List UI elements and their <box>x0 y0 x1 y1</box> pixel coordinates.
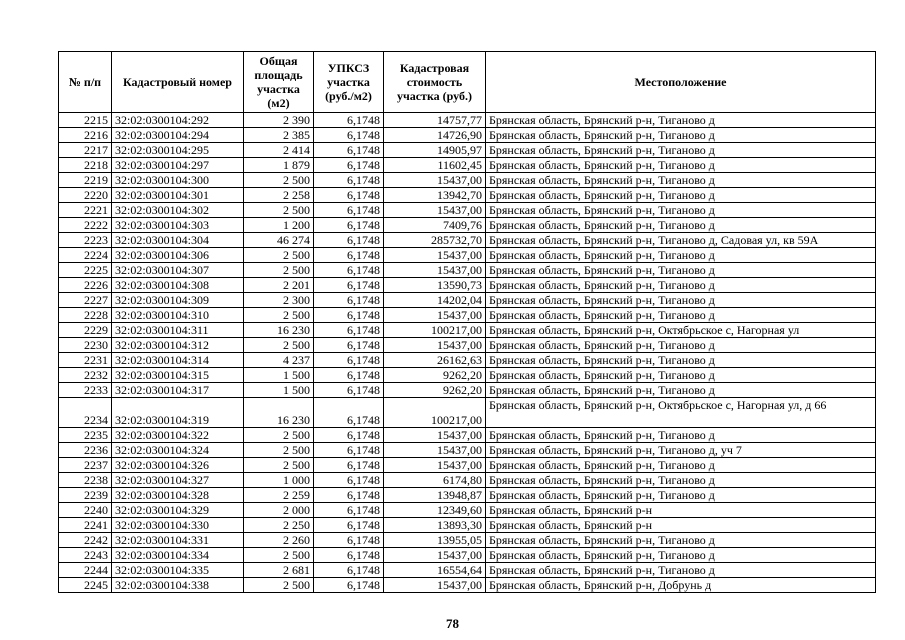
cell-area: 2 500 <box>244 548 314 563</box>
cell-area: 4 237 <box>244 353 314 368</box>
cell-upksz: 6,1748 <box>314 293 384 308</box>
cell-location: Брянская область, Брянский р-н, Тиганово д, уч 7 <box>486 443 876 458</box>
cell-cadastral-cost: 6174,80 <box>384 473 486 488</box>
cell-upksz: 6,1748 <box>314 338 384 353</box>
table-row <box>59 563 876 578</box>
table-row <box>59 368 876 383</box>
cell-cadastral-number: 32:02:0300104:328 <box>112 488 244 503</box>
cell-location: Брянская область, Брянский р-н <box>486 503 876 518</box>
cell-cadastral-number: 32:02:0300104:311 <box>112 323 244 338</box>
cell-area: 2 500 <box>244 338 314 353</box>
cell-cadastral-number: 32:02:0300104:314 <box>112 353 244 368</box>
cell-location: Брянская область, Брянский р-н, Тиганово д <box>486 218 876 233</box>
cell-upksz: 6,1748 <box>314 218 384 233</box>
cell-cadastral-cost: 11602,45 <box>384 158 486 173</box>
cell-area: 2 500 <box>244 308 314 323</box>
cell-location: Брянская область, Брянский р-н, Тиганово д <box>486 248 876 263</box>
cell-area: 2 500 <box>244 578 314 593</box>
cell-location: Брянская область, Брянский р-н, Тиганово д <box>486 188 876 203</box>
cell-upksz: 6,1748 <box>314 113 384 128</box>
cell-cadastral-cost: 15437,00 <box>384 248 486 263</box>
cell-location: Брянская область, Брянский р-н, Добрунь д <box>486 578 876 593</box>
cell-num: 2225 <box>59 263 112 278</box>
cell-upksz: 6,1748 <box>314 443 384 458</box>
cell-cadastral-number: 32:02:0300104:330 <box>112 518 244 533</box>
cell-location: Брянская область, Брянский р-н <box>486 518 876 533</box>
cell-cadastral-cost: 13948,87 <box>384 488 486 503</box>
cell-area: 1 200 <box>244 218 314 233</box>
cell-location: Брянская область, Брянский р-н, Тиганово д <box>486 353 876 368</box>
cell-cadastral-number: 32:02:0300104:315 <box>112 368 244 383</box>
cell-location: Брянская область, Брянский р-н, Тиганово д <box>486 338 876 353</box>
cell-location: Брянская область, Брянский р-н, Тиганово д <box>486 533 876 548</box>
cell-area: 16 230 <box>244 323 314 338</box>
cell-cadastral-number: 32:02:0300104:304 <box>112 233 244 248</box>
cell-num: 2237 <box>59 458 112 473</box>
cell-area: 2 260 <box>244 533 314 548</box>
cell-upksz: 6,1748 <box>314 503 384 518</box>
table-row <box>59 443 876 458</box>
cell-num: 2235 <box>59 428 112 443</box>
header-cadastral-number: Кадастровый номер <box>112 52 244 113</box>
cell-cadastral-number: 32:02:0300104:306 <box>112 248 244 263</box>
cell-area: 1 500 <box>244 383 314 398</box>
cell-cadastral-cost: 9262,20 <box>384 383 486 398</box>
cell-cadastral-number: 32:02:0300104:331 <box>112 533 244 548</box>
cell-num: 2244 <box>59 563 112 578</box>
cell-num: 2243 <box>59 548 112 563</box>
cell-cadastral-number: 32:02:0300104:327 <box>112 473 244 488</box>
table-row <box>59 128 876 143</box>
document-sheet <box>58 51 875 593</box>
header-cadastral-cost: Кадастровая стоимость участка (руб.) <box>384 52 486 113</box>
cell-num: 2220 <box>59 188 112 203</box>
header-num: № п/п <box>59 52 112 113</box>
cell-location: Брянская область, Брянский р-н, Тиганово д <box>486 548 876 563</box>
cell-upksz: 6,1748 <box>314 308 384 323</box>
table-row <box>59 503 876 518</box>
table-row <box>59 113 876 128</box>
cell-area: 2 500 <box>244 173 314 188</box>
cell-num: 2238 <box>59 473 112 488</box>
table-row <box>59 488 876 503</box>
cell-location: Брянская область, Брянский р-н, Тиганово д <box>486 293 876 308</box>
cell-area: 2 250 <box>244 518 314 533</box>
cell-upksz: 6,1748 <box>314 548 384 563</box>
cell-cadastral-cost: 13942,70 <box>384 188 486 203</box>
cell-cadastral-cost: 14757,77 <box>384 113 486 128</box>
cell-cadastral-cost: 12349,60 <box>384 503 486 518</box>
table-row <box>59 398 876 428</box>
cell-location: Брянская область, Брянский р-н, Тиганово д <box>486 428 876 443</box>
cell-area: 46 274 <box>244 233 314 248</box>
cell-location: Брянская область, Брянский р-н, Тиганово д <box>486 128 876 143</box>
table-row <box>59 293 876 308</box>
cell-area: 2 500 <box>244 263 314 278</box>
cell-num: 2232 <box>59 368 112 383</box>
cell-area: 1 500 <box>244 368 314 383</box>
cell-cadastral-number: 32:02:0300104:292 <box>112 113 244 128</box>
table-body <box>59 113 876 593</box>
cell-cadastral-number: 32:02:0300104:335 <box>112 563 244 578</box>
cell-cadastral-number: 32:02:0300104:324 <box>112 443 244 458</box>
cell-cadastral-cost: 15437,00 <box>384 428 486 443</box>
cell-location: Брянская область, Брянский р-н, Тиганово д <box>486 173 876 188</box>
header-area: Общая площадь участка (м2) <box>244 52 314 113</box>
table-row <box>59 458 876 473</box>
cell-num: 2228 <box>59 308 112 323</box>
cell-num: 2223 <box>59 233 112 248</box>
cell-area: 2 500 <box>244 443 314 458</box>
page-number: 78 <box>446 616 459 631</box>
cell-location: Брянская область, Брянский р-н, Тиганово д <box>486 308 876 323</box>
cell-num: 2227 <box>59 293 112 308</box>
table-row <box>59 473 876 488</box>
cell-area: 1 000 <box>244 473 314 488</box>
cell-cadastral-number: 32:02:0300104:322 <box>112 428 244 443</box>
cell-location: Брянская область, Брянский р-н, Тиганово д <box>486 143 876 158</box>
table-row <box>59 233 876 248</box>
cell-cadastral-cost: 13590,73 <box>384 278 486 293</box>
cell-upksz: 6,1748 <box>314 488 384 503</box>
cell-cadastral-number: 32:02:0300104:338 <box>112 578 244 593</box>
cell-num: 2219 <box>59 173 112 188</box>
cell-cadastral-number: 32:02:0300104:329 <box>112 503 244 518</box>
cell-upksz: 6,1748 <box>314 368 384 383</box>
table-row <box>59 278 876 293</box>
cell-cadastral-cost: 14726,90 <box>384 128 486 143</box>
cell-num: 2239 <box>59 488 112 503</box>
cell-cadastral-cost: 13955,05 <box>384 533 486 548</box>
cell-cadastral-number: 32:02:0300104:302 <box>112 203 244 218</box>
cell-num: 2242 <box>59 533 112 548</box>
table-row <box>59 203 876 218</box>
cell-num: 2240 <box>59 503 112 518</box>
table-row <box>59 158 876 173</box>
cell-area: 2 258 <box>244 188 314 203</box>
cell-cadastral-cost: 13893,30 <box>384 518 486 533</box>
cell-cadastral-cost: 100217,00 <box>384 398 486 428</box>
table-row <box>59 548 876 563</box>
table-row <box>59 338 876 353</box>
cell-num: 2221 <box>59 203 112 218</box>
cell-area: 2 414 <box>244 143 314 158</box>
cell-num: 2229 <box>59 323 112 338</box>
cell-cadastral-cost: 15437,00 <box>384 458 486 473</box>
cell-area: 2 300 <box>244 293 314 308</box>
cell-location: Брянская область, Брянский р-н, Тиганово д <box>486 203 876 218</box>
cell-cadastral-cost: 9262,20 <box>384 368 486 383</box>
cell-cadastral-number: 32:02:0300104:297 <box>112 158 244 173</box>
cell-location: Брянская область, Брянский р-н, Октябрьское с, Нагорная ул <box>486 323 876 338</box>
table-row <box>59 518 876 533</box>
cell-area: 16 230 <box>244 398 314 428</box>
cell-num: 2230 <box>59 338 112 353</box>
table-row <box>59 188 876 203</box>
table-header-row <box>59 52 876 113</box>
cell-location: Брянская область, Брянский р-н, Тиганово д <box>486 458 876 473</box>
table-row <box>59 248 876 263</box>
cell-location: Брянская область, Брянский р-н, Тиганово д <box>486 368 876 383</box>
cell-cadastral-number: 32:02:0300104:307 <box>112 263 244 278</box>
cell-area: 2 000 <box>244 503 314 518</box>
cell-cadastral-cost: 15437,00 <box>384 203 486 218</box>
cell-num: 2234 <box>59 398 112 428</box>
cell-cadastral-cost: 15437,00 <box>384 548 486 563</box>
cell-upksz: 6,1748 <box>314 143 384 158</box>
cell-cadastral-cost: 7409,76 <box>384 218 486 233</box>
cell-location: Брянская область, Брянский р-н, Тиганово д <box>486 158 876 173</box>
cell-location: Брянская область, Брянский р-н, Тиганово д, Садовая ул, кв 59А <box>486 233 876 248</box>
cell-upksz: 6,1748 <box>314 428 384 443</box>
cell-area: 1 879 <box>244 158 314 173</box>
cell-cadastral-cost: 16554,64 <box>384 563 486 578</box>
cell-upksz: 6,1748 <box>314 383 384 398</box>
cell-num: 2241 <box>59 518 112 533</box>
cell-cadastral-number: 32:02:0300104:312 <box>112 338 244 353</box>
cell-upksz: 6,1748 <box>314 518 384 533</box>
cell-upksz: 6,1748 <box>314 248 384 263</box>
cell-num: 2233 <box>59 383 112 398</box>
table-row <box>59 308 876 323</box>
cell-cadastral-cost: 100217,00 <box>384 323 486 338</box>
table-row <box>59 533 876 548</box>
cell-cadastral-cost: 15437,00 <box>384 578 486 593</box>
table-row <box>59 353 876 368</box>
cell-cadastral-cost: 15437,00 <box>384 308 486 323</box>
cell-cadastral-number: 32:02:0300104:303 <box>112 218 244 233</box>
cell-cadastral-number: 32:02:0300104:319 <box>112 398 244 428</box>
cell-cadastral-number: 32:02:0300104:326 <box>112 458 244 473</box>
cell-cadastral-number: 32:02:0300104:310 <box>112 308 244 323</box>
cell-upksz: 6,1748 <box>314 278 384 293</box>
header-upksz: УПКСЗ участка (руб./м2) <box>314 52 384 113</box>
cell-cadastral-cost: 26162,63 <box>384 353 486 368</box>
table-row <box>59 173 876 188</box>
cell-area: 2 500 <box>244 203 314 218</box>
cell-location: Брянская область, Брянский р-н, Тиганово д <box>486 488 876 503</box>
cell-cadastral-number: 32:02:0300104:294 <box>112 128 244 143</box>
cell-cadastral-cost: 14202,04 <box>384 293 486 308</box>
cell-num: 2216 <box>59 128 112 143</box>
cell-location: Брянская область, Брянский р-н, Тиганово д <box>486 563 876 578</box>
cell-cadastral-number: 32:02:0300104:300 <box>112 173 244 188</box>
cell-upksz: 6,1748 <box>314 473 384 488</box>
cell-location: Брянская область, Брянский р-н, Тиганово д <box>486 113 876 128</box>
table-row <box>59 578 876 593</box>
cell-area: 2 500 <box>244 248 314 263</box>
cell-num: 2222 <box>59 218 112 233</box>
cadastral-register-table <box>58 51 876 593</box>
table-row <box>59 383 876 398</box>
cell-num: 2245 <box>59 578 112 593</box>
cell-upksz: 6,1748 <box>314 128 384 143</box>
cell-upksz: 6,1748 <box>314 398 384 428</box>
cell-area: 2 500 <box>244 428 314 443</box>
cell-num: 2218 <box>59 158 112 173</box>
cell-upksz: 6,1748 <box>314 533 384 548</box>
cell-num: 2231 <box>59 353 112 368</box>
cell-location: Брянская область, Брянский р-н, Октябрьское с, Нагорная ул, д 66 <box>486 398 876 428</box>
cell-upksz: 6,1748 <box>314 578 384 593</box>
cell-cadastral-cost: 15437,00 <box>384 443 486 458</box>
cell-cadastral-cost: 14905,97 <box>384 143 486 158</box>
table-row <box>59 218 876 233</box>
cell-num: 2236 <box>59 443 112 458</box>
cell-area: 2 681 <box>244 563 314 578</box>
cell-location: Брянская область, Брянский р-н, Тиганово д <box>486 278 876 293</box>
cell-upksz: 6,1748 <box>314 458 384 473</box>
cell-area: 2 259 <box>244 488 314 503</box>
cell-cadastral-number: 32:02:0300104:317 <box>112 383 244 398</box>
cell-cadastral-cost: 15437,00 <box>384 263 486 278</box>
cell-num: 2224 <box>59 248 112 263</box>
cell-area: 2 390 <box>244 113 314 128</box>
cell-num: 2217 <box>59 143 112 158</box>
cell-upksz: 6,1748 <box>314 353 384 368</box>
cell-cadastral-number: 32:02:0300104:309 <box>112 293 244 308</box>
cell-cadastral-cost: 15437,00 <box>384 173 486 188</box>
cell-upksz: 6,1748 <box>314 233 384 248</box>
cell-cadastral-number: 32:02:0300104:308 <box>112 278 244 293</box>
cell-area: 2 385 <box>244 128 314 143</box>
cell-upksz: 6,1748 <box>314 263 384 278</box>
cell-upksz: 6,1748 <box>314 563 384 578</box>
table-row <box>59 323 876 338</box>
cell-area: 2 500 <box>244 458 314 473</box>
header-location: Местоположение <box>486 52 876 113</box>
cell-num: 2226 <box>59 278 112 293</box>
cell-cadastral-number: 32:02:0300104:295 <box>112 143 244 158</box>
cell-area: 2 201 <box>244 278 314 293</box>
cell-num: 2215 <box>59 113 112 128</box>
cell-location: Брянская область, Брянский р-н, Тиганово д <box>486 383 876 398</box>
cell-location: Брянская область, Брянский р-н, Тиганово д <box>486 473 876 488</box>
cell-upksz: 6,1748 <box>314 323 384 338</box>
cell-cadastral-cost: 285732,70 <box>384 233 486 248</box>
cell-cadastral-number: 32:02:0300104:334 <box>112 548 244 563</box>
cell-upksz: 6,1748 <box>314 158 384 173</box>
cell-upksz: 6,1748 <box>314 203 384 218</box>
cell-upksz: 6,1748 <box>314 188 384 203</box>
cell-cadastral-cost: 15437,00 <box>384 338 486 353</box>
table-row <box>59 143 876 158</box>
table-row <box>59 263 876 278</box>
cell-upksz: 6,1748 <box>314 173 384 188</box>
table-row <box>59 428 876 443</box>
cell-cadastral-number: 32:02:0300104:301 <box>112 188 244 203</box>
cell-location: Брянская область, Брянский р-н, Тиганово д <box>486 263 876 278</box>
